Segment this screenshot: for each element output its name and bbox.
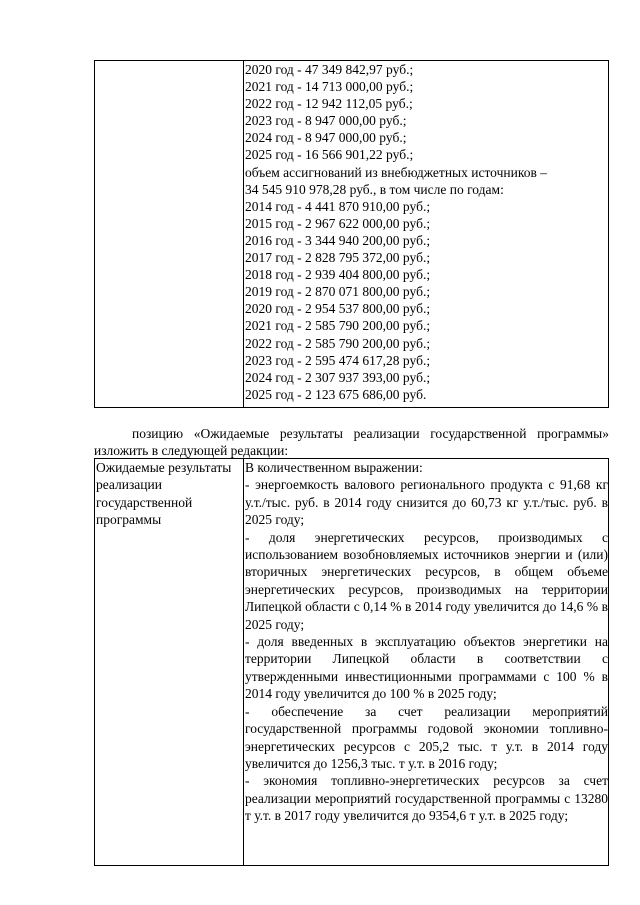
funding-line: 2016 год - 3 344 940 200,00 руб.; (245, 232, 431, 248)
funding-line: 2024 год - 8 947 000,00 руб.; (245, 130, 407, 146)
funding-line: 2024 год - 2 307 937 393,00 руб.; (245, 369, 431, 385)
expected-results-intro: В количественном выражении: (245, 460, 423, 475)
funding-line: 34 545 910 978,28 руб., в том числе по годам: (245, 181, 504, 197)
funding-values-cell (244, 61, 609, 408)
funding-line: 2022 год - 2 585 790 200,00 руб.; (245, 335, 431, 351)
funding-line: 2014 год - 4 441 870 910,00 руб.; (245, 198, 431, 214)
table-row (95, 459, 609, 866)
expected-results-table (94, 458, 609, 866)
funding-line: 2025 год - 2 123 675 686,00 руб. (245, 386, 427, 402)
empty-label-cell (95, 61, 244, 408)
funding-line: 2023 год - 8 947 000,00 руб.; (245, 113, 407, 129)
funding-line: 2019 год - 2 870 071 800,00 руб.; (245, 284, 431, 300)
table-row (95, 61, 609, 408)
funding-line: 2017 год - 2 828 795 372,00 руб.; (245, 250, 431, 266)
expected-result-item: - доля энергетических ресурсов, производимых с использованием возобновляемых источников энергии и (или) вторичных энергетических ресурсов, в общем объеме энергетических ресурсов, производимых на территории Липецкой области с 0,14 % в 2014 году увеличится до 14,6 % в 2025 году; (245, 529, 608, 632)
expected-results-label: Ожидаемые результаты реализации государственной программы (96, 460, 232, 528)
expected-result-item: - энергоемкость валового регионального продукта с 91,68 кг у.т./тыс. руб. в 2014 году снизится до 60,73 кг у.т./тыс. руб. в 2025 году; (245, 477, 608, 528)
funding-line: 2022 год - 12 942 112,05 руб.; (245, 96, 413, 112)
funding-line: 2025 год - 16 566 901,22 руб.; (245, 147, 414, 163)
funding-line: 2023 год - 2 595 474 617,28 руб.; (245, 352, 431, 368)
expected-result-item: - обеспечение за счет реализации мероприятий государственной программы годовой экономии топливно-энергетических ресурсов с 205,2 тыс. т у.т. в 2014 году увеличится до 1256,3 тыс. т у.т. в 2016 году; (245, 703, 608, 771)
funding-line: 2020 год - 2 954 537 800,00 руб.; (245, 301, 431, 317)
funding-line: 2020 год - 47 349 842,97 руб.; (245, 62, 414, 77)
funding-line: 2021 год - 2 585 790 200,00 руб.; (245, 318, 431, 334)
funding-table (94, 60, 609, 408)
expected-result-item: - экономия топливно-энергетических ресурсов за счет реализации мероприятий государственной программы с 13280 т у.т. в 2017 году увеличится до 9354,6 т у.т. в 2025 году; (245, 773, 608, 824)
funding-line: 2018 год - 2 939 404 800,00 руб.; (245, 267, 431, 283)
funding-line: объем ассигнований из внебюджетных источников – (245, 164, 547, 180)
funding-line: 2021 год - 14 713 000,00 руб.; (245, 79, 414, 95)
expected-results-content-cell (244, 459, 609, 866)
amendment-paragraph: позицию «Ожидаемые результаты реализации государственной программы» изложить в следующей редакции: (94, 425, 609, 458)
expected-results-label-cell (95, 459, 244, 866)
expected-result-item: - доля введенных в эксплуатацию объектов энергетики на территории Липецкой области в соответствии с утвержденными инвестиционными программами с 100 % в 2014 году увеличится до 100 % в 2025 году; (245, 634, 608, 702)
funding-line: 2015 год - 2 967 622 000,00 руб.; (245, 215, 431, 231)
